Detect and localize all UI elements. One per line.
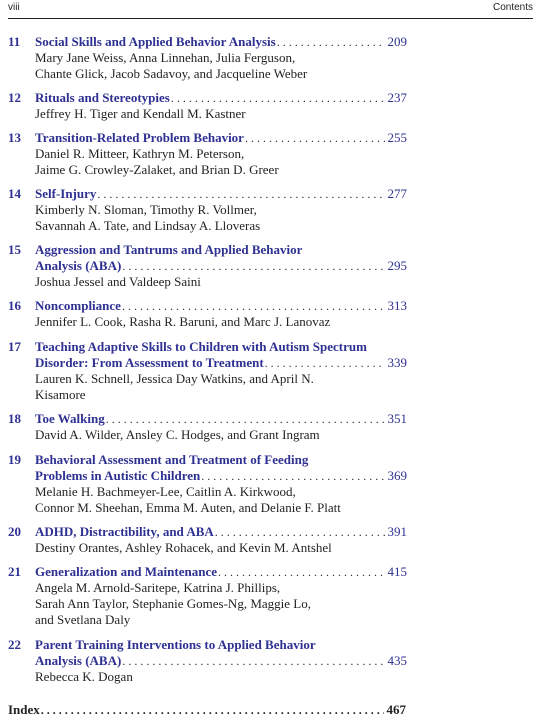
chapter-title[interactable]: Analysis (ABA) <box>35 258 122 273</box>
chapter-number: 18 <box>8 411 21 426</box>
dot-leader <box>97 186 384 202</box>
chapter-page-number[interactable]: 435 <box>387 653 407 668</box>
chapter-authors: Lauren K. Schnell, Jessica Day Watkins, and April N. <box>35 371 314 386</box>
dot-leader <box>122 258 384 274</box>
chapter-page-number[interactable]: 351 <box>387 411 407 426</box>
chapter-title-line[interactable] <box>35 298 407 314</box>
chapter-authors: Jeffrey H. Tiger and Kendall M. Kastner <box>35 106 246 121</box>
chapter-title-line[interactable] <box>35 411 407 427</box>
chapter-body <box>35 339 407 403</box>
chapter-page-number[interactable]: 237 <box>387 90 407 105</box>
chapter-body <box>35 90 407 122</box>
dot-leader <box>218 564 385 580</box>
chapter-title-line[interactable] <box>35 452 407 468</box>
chapter-number: 11 <box>8 34 21 49</box>
chapter-body <box>35 34 407 82</box>
chapter-title-line[interactable] <box>35 355 407 371</box>
chapter-title-line[interactable] <box>35 186 407 202</box>
index-entry[interactable] <box>8 702 406 718</box>
chapter-number: 17 <box>8 339 21 354</box>
dot-leader <box>215 524 385 540</box>
chapter-authors: and Svetlana Daly <box>35 612 131 627</box>
chapter-page-number[interactable]: 313 <box>387 298 407 313</box>
chapter-number: 14 <box>8 186 21 201</box>
chapter-title-line[interactable] <box>35 653 407 669</box>
chapter-title-line[interactable] <box>35 637 407 653</box>
chapter-title[interactable]: Rituals and Stereotypies <box>35 90 170 105</box>
chapter-title-line[interactable] <box>35 90 407 106</box>
dot-leader <box>171 90 385 106</box>
chapter-authors: Destiny Orantes, Ashley Rohacek, and Kevin M. Antshel <box>35 540 332 555</box>
dot-leader <box>277 34 385 50</box>
chapter-page-number[interactable]: 209 <box>387 34 407 49</box>
chapter-authors: Kisamore <box>35 387 86 402</box>
chapter-page-number[interactable]: 339 <box>387 355 407 370</box>
dot-leader <box>106 411 385 427</box>
chapter-title[interactable]: Disorder: From Assessment to Treatment <box>35 355 264 370</box>
chapter-title-line[interactable] <box>35 258 407 274</box>
chapter-title[interactable]: Toe Walking <box>35 411 105 426</box>
chapter-authors: Mary Jane Weiss, Anna Linnehan, Julia Ferguson, <box>35 50 296 65</box>
chapter-authors: Rebecca K. Dogan <box>35 669 133 684</box>
dot-leader <box>41 702 384 718</box>
chapter-page-number[interactable]: 415 <box>387 564 407 579</box>
chapter-body <box>35 564 407 628</box>
chapter-title-line[interactable] <box>35 339 407 355</box>
chapter-authors: Joshua Jessel and Valdeep Saini <box>35 274 201 289</box>
chapter-authors: Connor M. Sheehan, Emma M. Auten, and Delanie F. Platt <box>35 500 341 515</box>
chapter-body <box>35 242 407 290</box>
chapter-number: 12 <box>8 90 21 105</box>
chapter-body <box>35 452 407 516</box>
chapter-page-number[interactable]: 295 <box>387 258 407 273</box>
chapter-title[interactable]: ADHD, Distractibility, and ABA <box>35 524 214 539</box>
page-number: viii <box>8 2 20 13</box>
chapter-title[interactable]: Transition-Related Problem Behavior <box>35 130 244 145</box>
chapter-title[interactable]: Aggression and Tantrums and Applied Behavior <box>35 242 303 257</box>
dot-leader <box>122 653 384 669</box>
running-header <box>8 2 533 16</box>
chapter-title[interactable]: Parent Training Interventions to Applied Behavior <box>35 637 316 652</box>
chapter-page-number[interactable]: 255 <box>387 130 407 145</box>
chapter-number: 15 <box>8 242 21 257</box>
dot-leader <box>245 130 385 146</box>
header-rule <box>8 18 533 19</box>
chapter-title[interactable]: Self-Injury <box>35 186 97 201</box>
chapter-number: 16 <box>8 298 21 313</box>
chapter-title-line[interactable] <box>35 564 407 580</box>
dot-leader <box>201 468 384 484</box>
chapter-title[interactable]: Noncompliance <box>35 298 121 313</box>
chapter-number: 22 <box>8 637 21 652</box>
chapter-body <box>35 411 407 443</box>
chapter-page-number[interactable]: 277 <box>387 186 407 201</box>
chapter-title-line[interactable] <box>35 34 407 50</box>
chapter-authors: Jaime G. Crowley-Zalaket, and Brian D. Greer <box>35 162 279 177</box>
chapter-authors: Angela M. Arnold-Saritepe, Katrina J. Phillips, <box>35 580 281 595</box>
chapter-title[interactable]: Behavioral Assessment and Treatment of Feeding <box>35 452 309 467</box>
chapter-body <box>35 524 407 556</box>
index-label: Index <box>8 702 40 717</box>
chapter-number: 21 <box>8 564 21 579</box>
chapter-number: 13 <box>8 130 21 145</box>
chapter-title-line[interactable] <box>35 468 407 484</box>
chapter-title-line[interactable] <box>35 242 407 258</box>
chapter-title[interactable]: Generalization and Maintenance <box>35 564 217 579</box>
chapter-authors: Melanie H. Bachmeyer-Lee, Caitlin A. Kirkwood, <box>35 484 296 499</box>
chapter-authors: Sarah Ann Taylor, Stephanie Gomes-Ng, Maggie Lo, <box>35 596 311 611</box>
chapter-title[interactable]: Analysis (ABA) <box>35 653 122 668</box>
chapter-number: 20 <box>8 524 21 539</box>
chapter-number: 19 <box>8 452 21 467</box>
chapter-body <box>35 130 407 178</box>
index-page-number: 467 <box>386 702 406 717</box>
chapter-page-number[interactable]: 369 <box>387 468 407 483</box>
running-title: Contents <box>492 2 533 13</box>
chapter-page-number[interactable]: 391 <box>387 524 407 539</box>
chapter-title-line[interactable] <box>35 130 407 146</box>
chapter-authors: Jennifer L. Cook, Rasha R. Baruni, and Marc J. Lanovaz <box>35 314 331 329</box>
dot-leader <box>122 298 385 314</box>
chapter-title-line[interactable] <box>35 524 407 540</box>
chapter-authors: Daniel R. Mitteer, Kathryn M. Peterson, <box>35 146 245 161</box>
chapter-title[interactable]: Social Skills and Applied Behavior Analysis <box>35 34 276 49</box>
chapter-authors: Chante Glick, Jacob Sadavoy, and Jacqueline Weber <box>35 66 308 81</box>
chapter-body <box>35 637 407 685</box>
chapter-authors: Kimberly N. Sloman, Timothy R. Vollmer, <box>35 202 257 217</box>
chapter-authors: David A. Wilder, Ansley C. Hodges, and Grant Ingram <box>35 427 320 442</box>
chapter-body <box>35 186 407 234</box>
chapter-authors: Savannah A. Tate, and Lindsay A. Lloveras <box>35 218 261 233</box>
chapter-title[interactable]: Problems in Autistic Children <box>35 468 201 483</box>
chapter-title[interactable]: Teaching Adaptive Skills to Children with Autism Spectrum <box>35 339 367 354</box>
chapter-body <box>35 298 407 330</box>
dot-leader <box>265 355 385 371</box>
